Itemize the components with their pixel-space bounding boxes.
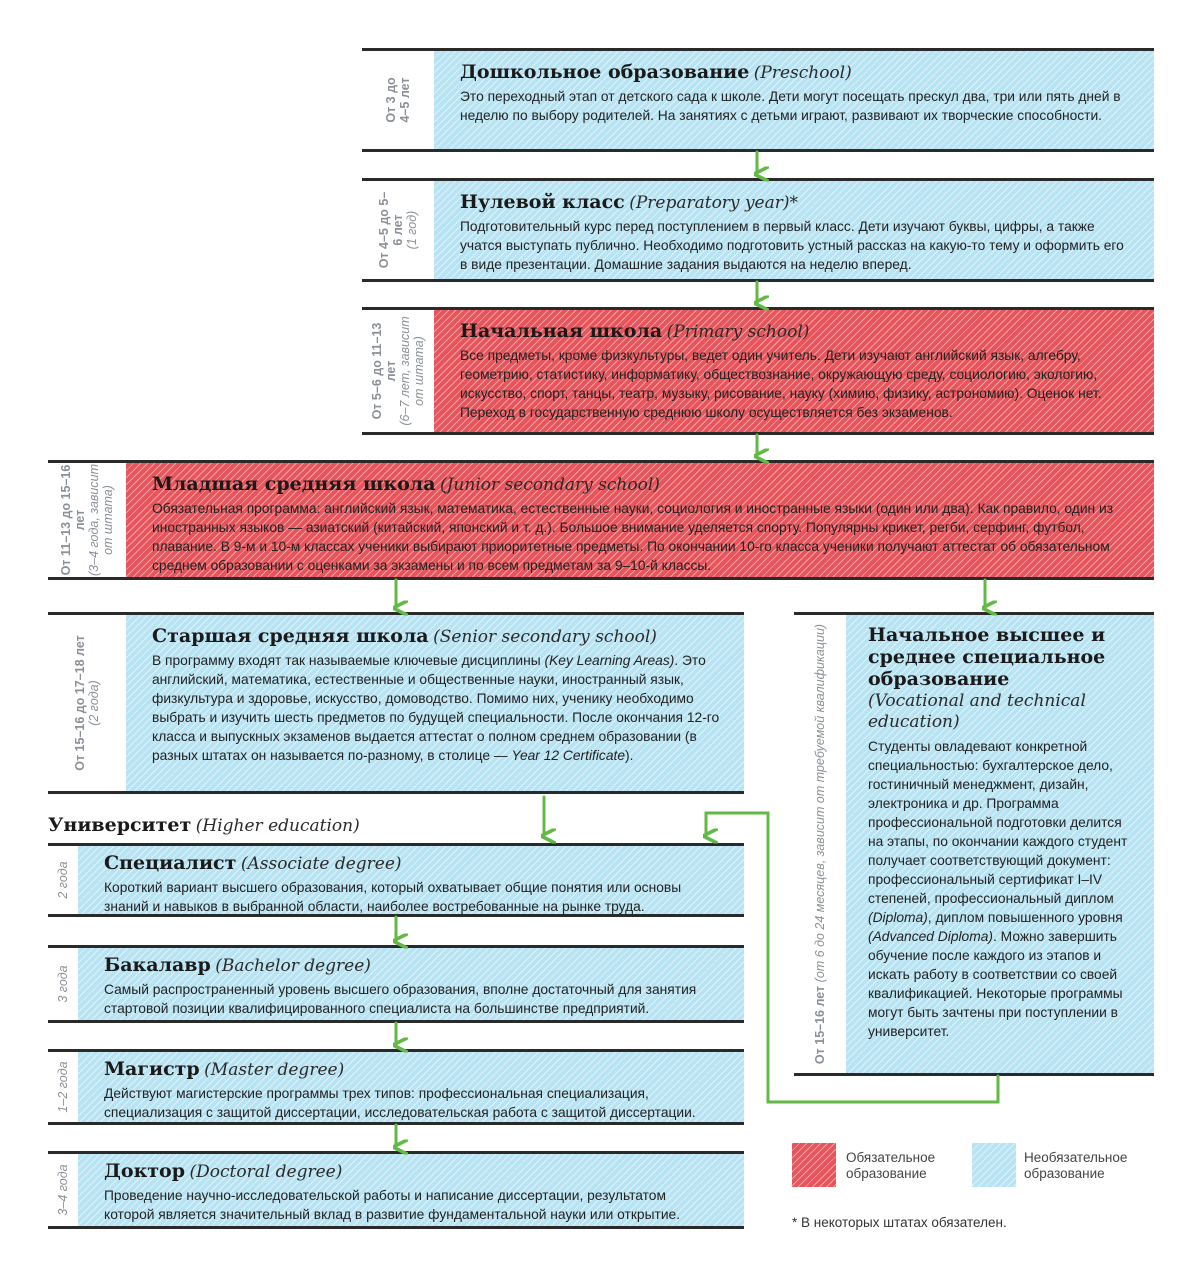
senior-age-column: [48, 615, 126, 791]
bachelor-title: Бакалавр: [104, 954, 211, 976]
junior-age-note: (3–4 года, зависит от штата): [87, 464, 115, 576]
vocational-title-en: (Vocational and technical education): [868, 691, 1086, 732]
doctor-title: Доктор: [104, 1160, 186, 1182]
prep-age: От 4–5 до 5–6 лет: [377, 191, 405, 269]
doctor-box: [48, 1151, 744, 1229]
master-title: Магистр: [104, 1058, 200, 1080]
university-title: Университет: [48, 814, 192, 836]
senior-title-en: (Senior secondary school): [433, 627, 657, 647]
associate-age: 2 года: [56, 861, 70, 899]
preschool-title: Дошкольное образование: [460, 61, 750, 83]
vocational-age-note: (от 6 до 24 месяцев, зависит от требуемой квалификации): [813, 623, 827, 983]
vocational-age: От 15–16 лет: [813, 985, 827, 1065]
doctor-panel: [78, 1154, 744, 1226]
prep-age-note: (1 год): [405, 210, 419, 250]
junior-box: [48, 460, 1154, 580]
master-panel: [78, 1052, 744, 1122]
primary-box: [362, 307, 1154, 435]
preschool-title-en: (Preschool): [753, 63, 852, 83]
university-heading: [48, 814, 360, 836]
junior-age: От 11–13 до 15–16 лет: [59, 464, 87, 576]
footnote: * В некоторых штатах обязателен.: [792, 1215, 1007, 1230]
preschool-desc: Это переходный этап от детского сада к школе. Дети могут посещать прескул два, три или пять дней в неделю по выбору родителей. На занятиях с детьми играют, развивают их творческие способности.: [460, 89, 1121, 123]
prep-title-en: (Preparatory year)*: [629, 193, 798, 213]
vocational-box: [794, 612, 1154, 1076]
preschool-panel: [434, 51, 1154, 149]
master-age-column: [48, 1052, 78, 1122]
doctor-title-en: (Doctoral degree): [189, 1162, 343, 1182]
junior-age-column: [48, 463, 126, 577]
senior-panel: [126, 615, 744, 791]
master-desc: Действуют магистерские программы трех типов: профессиональная специализация, специализация с защитой диссертации, исследовательская работа с защитой диссертации.: [104, 1086, 696, 1120]
primary-desc: Все предметы, кроме физкультуры, ведет один учитель. Дети изучают английский язык, алгебру, геометрию, статистику, информатику, обществознание, окружающую среду, социологию, экологию, искусство, спорт, танцы, театр, музыку, рисование, науку (химию, физику, астрономию). Оценок нет. Переход в государственную среднюю школу осуществляется без экзаменов.: [460, 348, 1102, 420]
associate-title-en: (Associate degree): [240, 854, 402, 874]
primary-age: От 5–6 до 11–13 лет: [370, 322, 398, 420]
bachelor-box: [48, 945, 744, 1023]
junior-title-en: (Junior secondary school): [439, 475, 660, 495]
primary-title-en: (Primary school): [666, 322, 810, 342]
associate-age-column: [48, 846, 78, 914]
prep-panel: [434, 181, 1154, 279]
senior-age: От 15–16 до 17–18 лет: [73, 635, 87, 771]
legend-optional-swatch: [972, 1143, 1016, 1187]
legend-optional-label: Необязательное образование: [1024, 1150, 1128, 1181]
doctor-age-column: [48, 1154, 78, 1226]
associate-box: [48, 843, 744, 917]
junior-desc: Обязательная программа: английский язык, математика, естественные науки, социология и иностранные языки (один или два). Как правило, один из иностранных языков — азиатский (китайский, японский и т. д.). Большое внимание уделяется спорту. Популярны крикет, регби, серфинг, футбол, плавание. В 9-м и 10-м классах ученики выбирают приоритетные предметы. По окончании 10-го класса ученики получают аттестат об обязательном среднем образовании с оценками за экзамены и по всем предметам за 9–10-й классы.: [152, 501, 1114, 573]
legend-mandatory-label: Обязательное образование: [846, 1150, 936, 1181]
legend-mandatory-swatch: [792, 1143, 836, 1187]
master-box: [48, 1049, 744, 1125]
primary-age-note: (6–7 лет, зависит от штата): [398, 316, 426, 426]
doctor-age: 3–4 года: [56, 1164, 70, 1216]
vocational-age-column: [794, 615, 846, 1073]
junior-title: Младшая средняя школа: [152, 473, 436, 495]
master-age: 1–2 года: [56, 1061, 70, 1113]
university-title-en: (Higher education): [195, 816, 360, 836]
bachelor-age: 3 года: [56, 965, 70, 1003]
primary-title: Начальная школа: [460, 320, 663, 342]
senior-title: Старшая средняя школа: [152, 625, 429, 647]
senior-box: [48, 612, 744, 794]
prep-title: Нулевой класс: [460, 191, 625, 213]
preschool-age-column: [362, 51, 434, 149]
senior-desc: В программу входят так называемые ключевые дисциплины (Key Learning Areas). Это английский, математика, естественные и общественные науки, иностранный язык, физкультура и здоровье, искусство, домоводство. Помимо них, ученику необходимо выбрать и изучить шесть предметов по будущей специальности. После окончания 12-го класса и выпускных экзаменов выдается аттестат о полном среднем образовании (в разных штатах он называется по-разному, в столице — Year 12 Certificate).: [152, 653, 720, 763]
vocational-desc: Студенты овладевают конкретной специальностью: бухгалтерское дело, гостиничный менеджмент, дизайн, электроника и др. Программа профессиональной подготовки делится на этапы, по окончании каждого студент получает соответствующий документ: профессиональный сертификат I–IV степеней, профессиональный диплом (Diploma), диплом повышенного уровня (Advanced Diploma). Можно завершить обучение после каждого из этапов и искать работу в соответствии со своей квалификацией. Некоторые программы могут быть зачтены при поступлении в университет.: [868, 739, 1128, 1039]
bachelor-panel: [78, 948, 744, 1020]
prep-age-column: [362, 181, 434, 279]
prep-desc: Подготовительный курс перед поступлением в первый класс. Дети изучают буквы, цифры, а также учатся выступать публично. Необходимо подготовить устный рассказ на какую-то тему и оформить его в виде презентации. Домашние задания выдаются на неделю вперед.: [460, 219, 1124, 272]
associate-panel: [78, 846, 744, 914]
primary-age-column: [362, 310, 434, 432]
junior-panel: [126, 463, 1154, 577]
vocational-panel: [846, 615, 1154, 1073]
master-title-en: (Master degree): [204, 1060, 345, 1080]
preschool-age: От 3 до 4–5 лет: [384, 77, 412, 123]
associate-desc: Короткий вариант высшего образования, который охватывает общие понятия или основы знаний и навыков в выбранной области, наиболее востребованные на рынке труда.: [104, 880, 682, 914]
preschool-box: [362, 48, 1154, 152]
bachelor-age-column: [48, 948, 78, 1020]
vocational-title: Начальное высшее и среднее специальное образование: [868, 624, 1106, 690]
bachelor-desc: Самый распространенный уровень высшего образования, вполне достаточный для занятия стартовой позиции квалифицированного специалиста на большинстве предприятий.: [104, 982, 697, 1016]
bachelor-title-en: (Bachelor degree): [215, 956, 371, 976]
senior-age-note: (2 года): [87, 680, 101, 726]
doctor-desc: Проведение научно-исследовательской работы и написание диссертации, результатом которой является значительный вклад в развитие фундаментальной науки или открытие.: [104, 1188, 681, 1222]
prep-box: [362, 178, 1154, 282]
primary-panel: [434, 310, 1154, 432]
associate-title: Специалист: [104, 852, 237, 874]
